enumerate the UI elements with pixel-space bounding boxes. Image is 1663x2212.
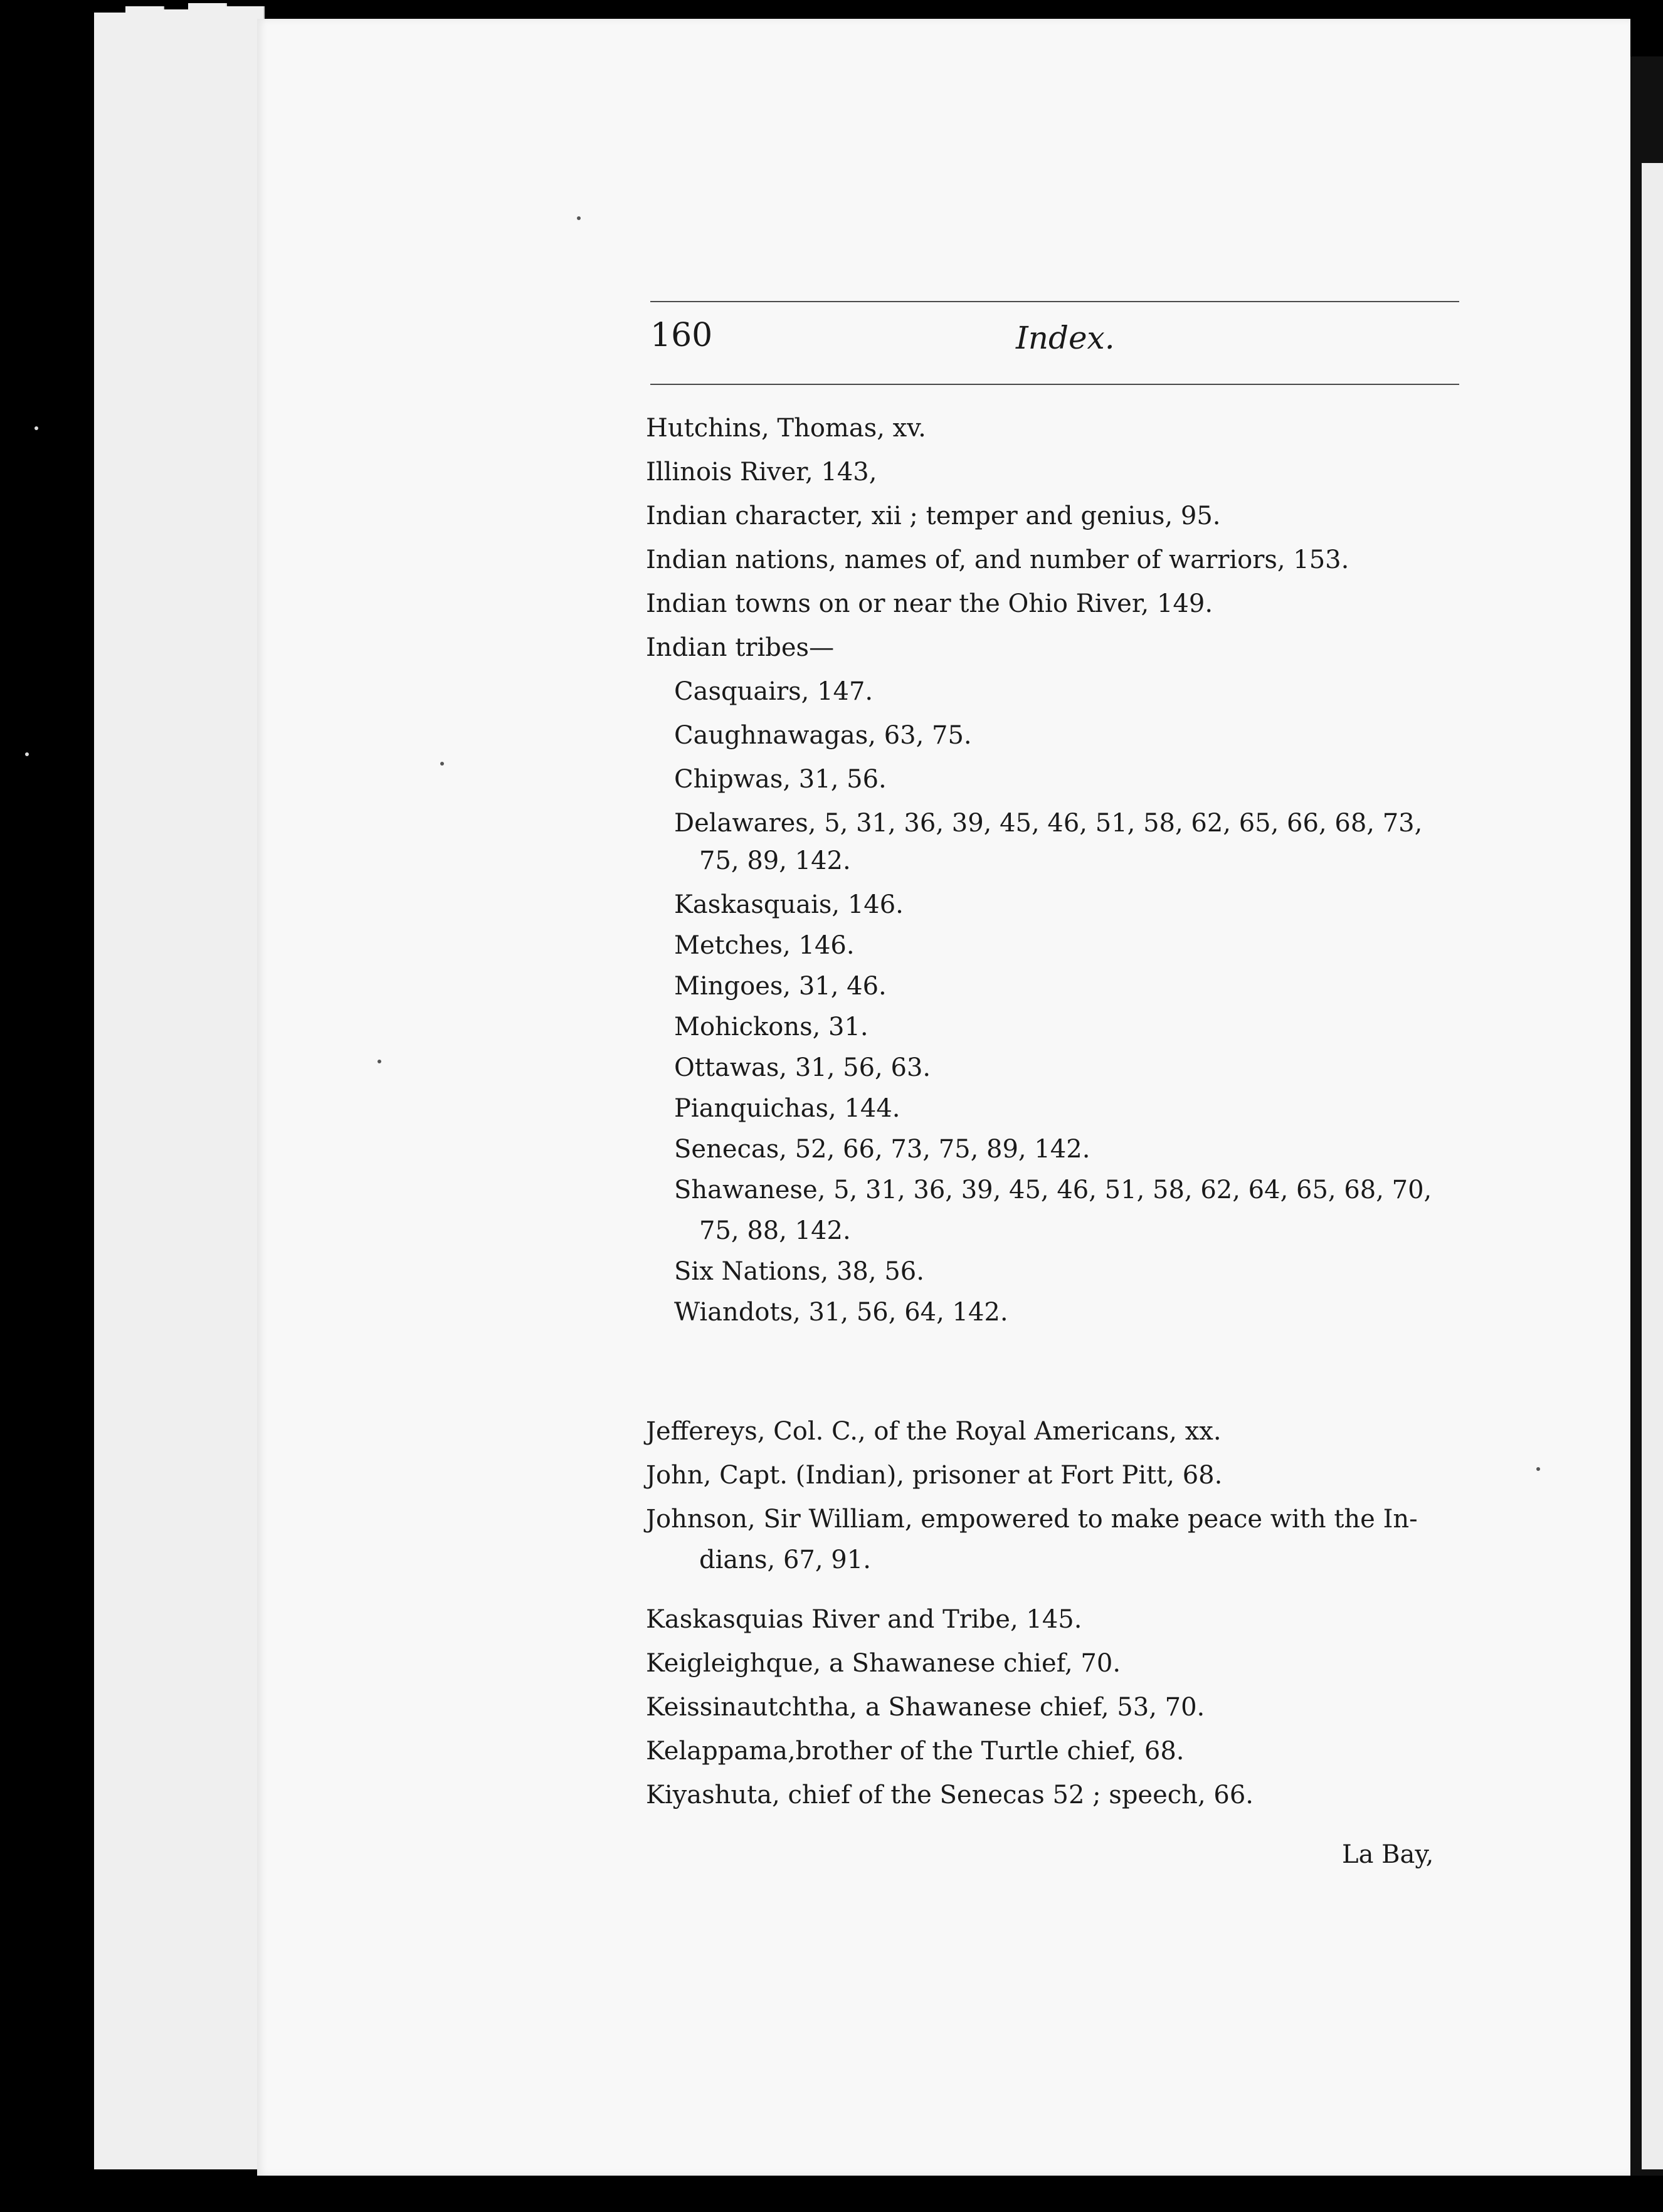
index-entry: Kiyashuta, chief of the Senecas 52 ; speech, 66. (646, 1781, 1254, 1809)
paper-speck (34, 426, 38, 430)
index-entry: Kaskasquias River and Tribe, 145. (646, 1605, 1082, 1634)
index-subentry: Pianquichas, 144. (674, 1094, 900, 1123)
index-entry: Indian nations, names of, and number of warriors, 153. (646, 545, 1349, 574)
index-entry: Keigleighque, a Shawanese chief, 70. (646, 1649, 1121, 1678)
index-subentry: Caughnawagas, 63, 75. (674, 721, 972, 750)
index-subentry: Chipwas, 31, 56. (674, 765, 887, 794)
index-continuation: 75, 88, 142. (699, 1216, 851, 1245)
paper-speck (25, 752, 29, 756)
index-subentry: Metches, 146. (674, 931, 855, 960)
index-entry: Kelappama,brother of the Turtle chief, 68. (646, 1737, 1185, 1766)
index-entry: Keissinautchtha, a Shawanese chief, 53, 70. (646, 1693, 1205, 1722)
index-entry: Indian towns on or near the Ohio River, 149. (646, 589, 1213, 618)
paper-speck (377, 1060, 381, 1063)
facing-page-edge (1642, 163, 1663, 2169)
paper-speck (440, 762, 444, 766)
index-subentry: Ottawas, 31, 56, 63. (674, 1053, 931, 1082)
index-subentry: Shawanese, 5, 31, 36, 39, 45, 46, 51, 58, 62, 64, 65, 68, 70, (674, 1176, 1432, 1204)
index-entry: John, Capt. (Indian), prisoner at Fort Pitt, 68. (646, 1461, 1223, 1490)
paper-speck (1536, 1467, 1540, 1471)
header-bottom-rule (650, 384, 1459, 385)
index-continuation: dians, 67, 91. (699, 1546, 871, 1574)
index-subentry: Kaskasquais, 146. (674, 890, 904, 919)
page-title: Index. (1016, 320, 1115, 356)
index-subentry: Mohickons, 31. (674, 1013, 868, 1041)
index-subentry: Senecas, 52, 66, 73, 75, 89, 142. (674, 1135, 1090, 1164)
catchword: La Bay, (1342, 1840, 1434, 1869)
index-entry: Johnson, Sir William, empowered to make peace with the In- (646, 1505, 1418, 1534)
header-top-rule (650, 301, 1459, 302)
index-entry: Indian character, xii ; temper and genius, 95. (646, 502, 1221, 530)
index-subentry: Delawares, 5, 31, 36, 39, 45, 46, 51, 58, 62, 65, 66, 68, 73, (674, 809, 1423, 838)
index-entry: Jeffereys, Col. C., of the Royal Americans, xx. (646, 1417, 1222, 1446)
index-subentry: Casquairs, 147. (674, 677, 874, 706)
paper-speck (577, 216, 581, 220)
index-subentry: Mingoes, 31, 46. (674, 972, 887, 1001)
page-number: 160 (650, 317, 713, 354)
index-subentry: Wiandots, 31, 56, 64, 142. (674, 1298, 1008, 1327)
index-entry: Illinois River, 143, (646, 458, 877, 487)
index-continuation: 75, 89, 142. (699, 846, 851, 875)
index-entry: Hutchins, Thomas, xv. (646, 414, 926, 443)
index-subentry: Six Nations, 38, 56. (674, 1257, 924, 1286)
index-entry: Indian tribes— (646, 633, 835, 662)
